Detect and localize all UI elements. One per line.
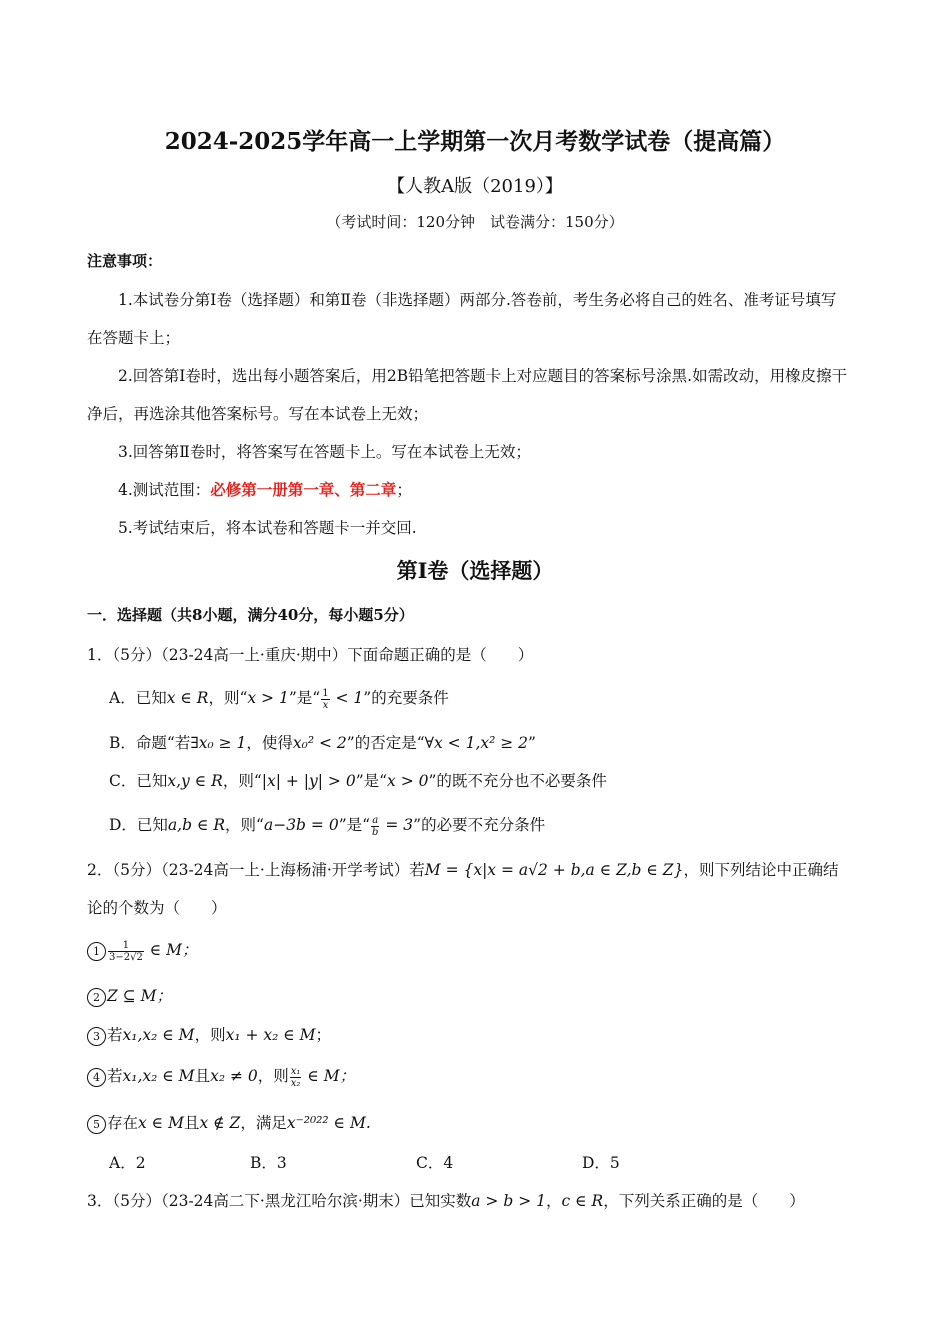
q1b-cond3: x < 1,x² ≥ 2 <box>434 734 529 752</box>
s4-b: x₂ ≠ 0 <box>210 1067 258 1085</box>
section-title: 第Ⅰ卷（选择题） <box>396 558 554 583</box>
s3-b: x₁ + x₂ ∈ M <box>225 1026 316 1044</box>
q1b-cond2: x₀² < 2 <box>292 734 347 752</box>
q1a-den: x <box>322 699 329 711</box>
question-1-stem: 1．（5分）（23-24高一上·重庆·期中）下面命题正确的是（ ） <box>87 646 534 664</box>
q3-mid: ， <box>545 1192 562 1210</box>
s1-fraction <box>108 940 144 963</box>
q1d-cond2: = 3 <box>380 816 414 834</box>
notice-item-4-prefix: 4.测试范围： <box>118 481 211 499</box>
s2-text: Z ⊆ M； <box>107 987 172 1005</box>
q1b-mid2: ”的否定是“∀ <box>346 734 434 752</box>
q1d-mid2: ”是“ <box>338 816 371 834</box>
circled-number-2: 2 <box>87 988 106 1007</box>
s1-den: 3−2√2 <box>109 951 143 963</box>
question-1-option-c <box>109 769 607 791</box>
q1c-mid: ，则“ <box>222 772 262 790</box>
s4-pre: 若 <box>107 1067 123 1085</box>
q1d-post: ”的必要不充分条件 <box>413 816 546 834</box>
question-2-option-c: C．4 <box>416 1154 454 1172</box>
q1a-num: 1 <box>322 687 329 699</box>
notice-item-2: 2.回答第Ⅰ卷时，选出每小题答案后，用2B铅笔把答题卡上对应题目的答案标号涂黑.如需改动，用橡皮擦干 <box>118 367 848 385</box>
s4-num: x₁ <box>290 1065 301 1077</box>
q1b-mid: ，使得 <box>246 734 293 752</box>
q1d-cond1: a−3b = 0 <box>263 816 339 834</box>
q1d-den: b <box>372 826 379 838</box>
q1c-cond1: |x| + |y| > 0 <box>261 772 356 790</box>
exam-title: 2024-2025学年高一上学期第一次月考数学试卷（提高篇） <box>164 128 786 155</box>
question-1-option-a <box>109 686 449 711</box>
q1d-fraction <box>371 815 379 838</box>
s5-a: x ∈ M <box>138 1114 184 1132</box>
s5-b: x ∉ Z <box>199 1114 241 1132</box>
q1b-cond: x₀ ≥ 1 <box>198 734 247 752</box>
q1c-x: x,y ∈ R <box>167 772 223 790</box>
q1b-post: ” <box>528 734 536 752</box>
s3-mid: ，则 <box>194 1026 226 1044</box>
s5-c: x⁻²⁰²² ∈ M. <box>286 1114 371 1132</box>
notice-item-3: 3.回答第Ⅱ卷时，将答案写在答题卡上。写在本试卷上无效； <box>118 443 531 461</box>
question-2-stem <box>87 858 838 880</box>
statement-1 <box>87 938 198 963</box>
s4-mid2: ，则 <box>257 1067 289 1085</box>
exam-time-info: （考试时间：120分钟 试卷满分：150分） <box>326 213 624 231</box>
q2-set: M = {x|x = a√2 + b,a ∈ Z,b ∈ Z} <box>424 861 684 879</box>
s4-den: x₂ <box>290 1077 301 1089</box>
notice-heading: 注意事项： <box>87 252 163 270</box>
q1a-cond2: < 1 <box>330 689 364 707</box>
q1d-x: a,b ∈ R <box>167 816 226 834</box>
circled-number-1: 1 <box>87 942 106 961</box>
q1d-mid: ，则“ <box>225 816 264 834</box>
q3-stem-pre: 3．（5分）（23-24高二下·黑龙江哈尔滨·期末）已知实数 <box>87 1192 472 1210</box>
circled-number-4: 4 <box>87 1068 106 1087</box>
q1b-pre: B．命题“若∃ <box>109 734 199 752</box>
statement-4 <box>87 1064 355 1089</box>
q2-stem-pre: 2．（5分）（23-24高一上·上海杨浦·开学考试）若 <box>87 861 425 879</box>
s5-mid2: ，满足 <box>240 1114 287 1132</box>
q3-stem-post: ，下列关系正确的是（ ） <box>603 1192 805 1210</box>
q3-cond1: a > b > 1 <box>471 1192 546 1210</box>
q1c-mid2: ”是“ <box>355 772 388 790</box>
s3-a: x₁,x₂ ∈ M <box>122 1026 195 1044</box>
edition-label: 【人教A版（2019）】 <box>387 176 563 197</box>
q1a-cond1: x > 1 <box>247 689 289 707</box>
q1a-fraction <box>321 688 329 711</box>
q1a-pre: A．已知 <box>109 689 167 707</box>
test-range: 必修第一册第一章、第二章 <box>210 480 397 499</box>
notice-item-1: 1.本试卷分第Ⅰ卷（选择题）和第Ⅱ卷（非选择题）两部分.答卷前，考生务必将自己的姓名、准考证号填写 <box>118 291 837 309</box>
question-2-option-d: D．5 <box>582 1154 620 1172</box>
notice-item-1-cont: 在答题卡上； <box>87 329 181 347</box>
q1a-mid2: ”是“ <box>288 689 321 707</box>
question-1-option-b <box>109 731 536 753</box>
statement-5 <box>87 1111 371 1134</box>
question-2-option-b: B．3 <box>250 1154 287 1172</box>
q3-cond2: c ∈ R <box>561 1192 604 1210</box>
s4-a: x₁,x₂ ∈ M <box>122 1067 195 1085</box>
s1-post: ∈ M； <box>144 941 198 959</box>
s3-pre: 若 <box>107 1026 123 1044</box>
notice-item-4 <box>118 478 412 500</box>
notice-item-2-cont: 净后，再选涂其他答案标号。写在本试卷上无效； <box>87 405 429 423</box>
q1a-post: ”的充要条件 <box>363 689 449 707</box>
s4-mid: 且 <box>194 1067 211 1085</box>
q2-stem-post: ，则下列结论中正确结 <box>683 861 839 879</box>
q1a-mid: ，则“ <box>208 689 248 707</box>
question-3-stem <box>87 1189 805 1211</box>
notice-item-4-suffix: ； <box>396 481 412 499</box>
s4-post: ∈ M； <box>302 1067 356 1085</box>
q1c-post: ”的既不充分也不必要条件 <box>428 772 607 790</box>
notice-item-5: 5.考试结束后，将本试卷和答题卡一并交回. <box>118 519 417 537</box>
circled-number-5: 5 <box>87 1115 106 1134</box>
question-2-option-a: A．2 <box>109 1154 146 1172</box>
q1d-num: a <box>372 814 379 826</box>
s5-mid: 且 <box>183 1114 200 1132</box>
q1c-cond2: x > 0 <box>387 772 429 790</box>
question-2-stem-cont: 论的个数为（ ） <box>87 899 227 917</box>
circled-number-3: 3 <box>87 1027 106 1046</box>
q1d-pre: D．已知 <box>109 816 168 834</box>
part-heading: 一．选择题（共8小题，满分40分，每小题5分） <box>87 606 414 624</box>
s4-fraction <box>290 1066 302 1089</box>
q1c-pre: C．已知 <box>109 772 168 790</box>
s1-num: 1 <box>108 940 144 952</box>
statement-3 <box>87 1023 331 1046</box>
question-1-option-d <box>109 813 545 838</box>
s5-pre: 存在 <box>107 1114 139 1132</box>
statement-2 <box>87 984 172 1007</box>
q1a-x: x ∈ R <box>166 689 209 707</box>
s3-post: ； <box>315 1026 332 1044</box>
